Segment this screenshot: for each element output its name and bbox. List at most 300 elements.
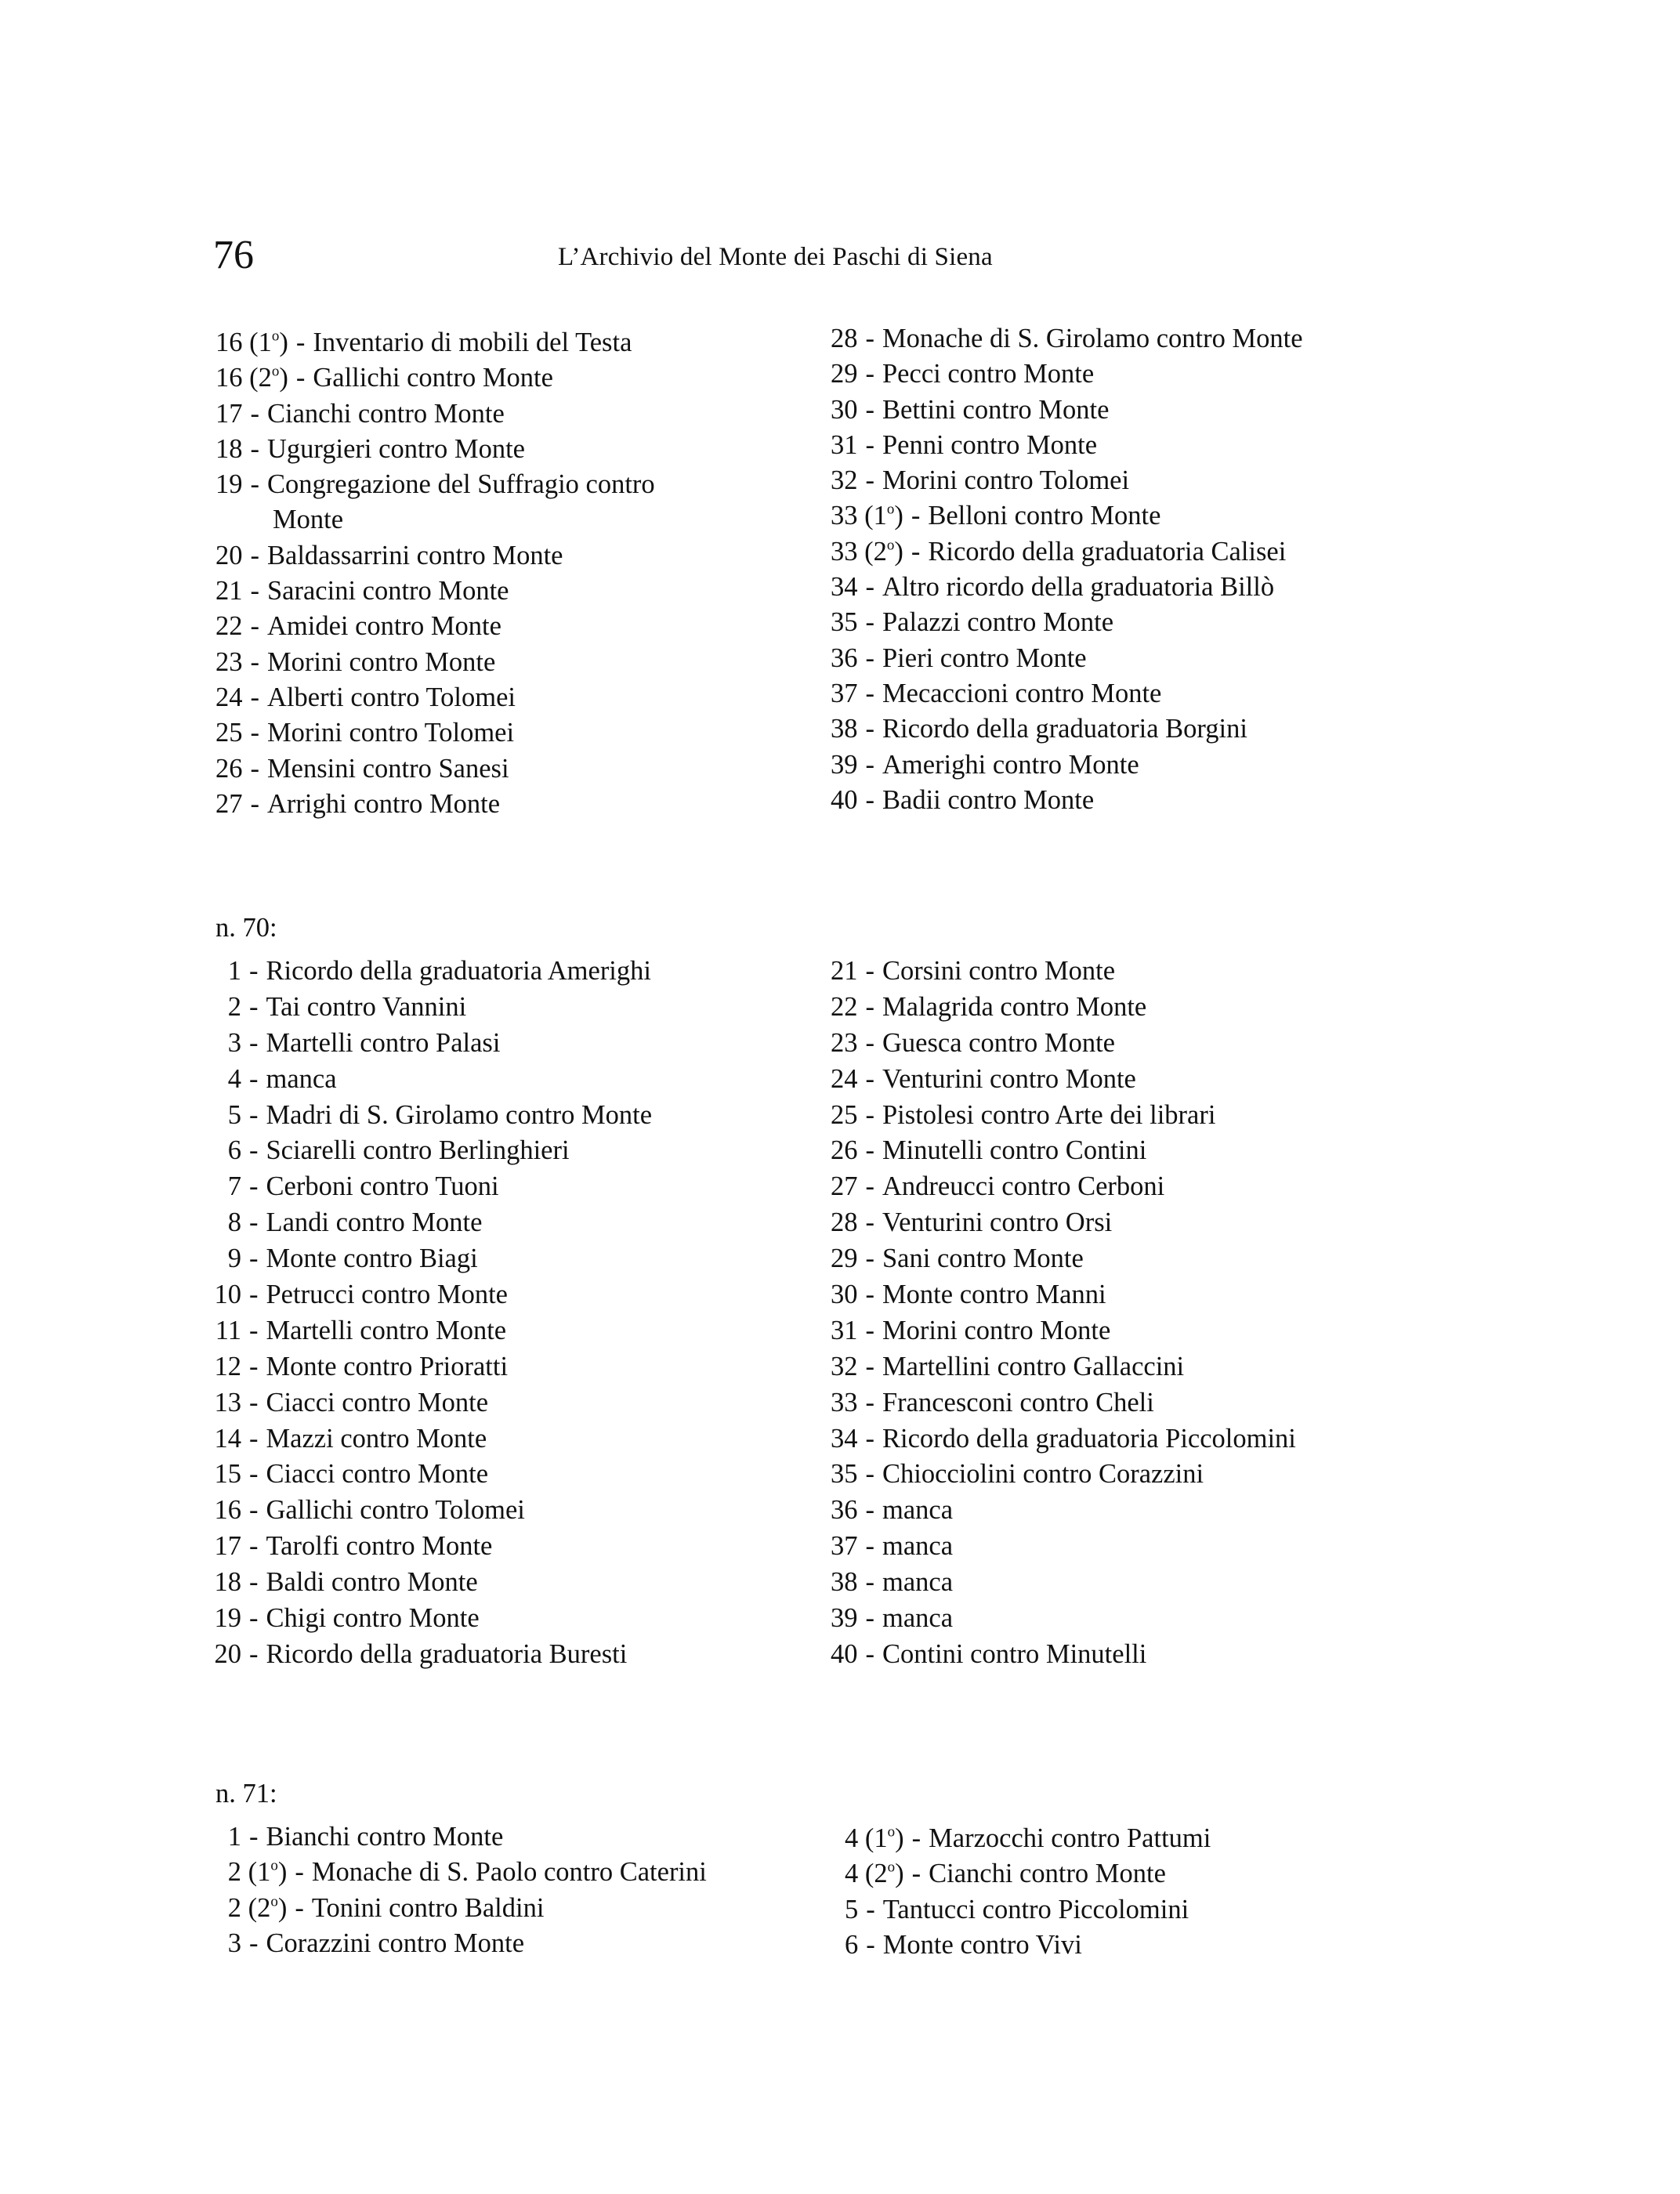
ordinal-value: 2: [873, 536, 887, 567]
list-item: [210, 1169, 652, 1205]
item-text: Amerighi contro Monte: [882, 749, 1139, 780]
item-text: Ugurgieri contro Monte: [267, 433, 525, 464]
item-separator: -: [865, 956, 874, 986]
list-item: [831, 1349, 1296, 1385]
item-text: Andreucci contro Cerboni: [882, 1171, 1165, 1202]
item-ordinal: (1$^o$): [858, 1823, 904, 1853]
item-text: Monache di S. Paolo contro Caterini: [311, 1857, 707, 1888]
list-item: [215, 715, 655, 751]
item-separator: -: [295, 1892, 304, 1923]
item-separator: -: [911, 1859, 921, 1889]
item-number: 35: [831, 607, 858, 638]
item-number: 1: [227, 956, 241, 986]
item-number: 32: [831, 1351, 858, 1381]
item-text: Ricordo della graduatoria Amerighi: [266, 956, 651, 986]
item-number: 23: [831, 1027, 858, 1058]
list-item: [831, 1493, 1296, 1529]
list-item: [210, 1601, 652, 1637]
item-number: 35: [831, 1459, 858, 1490]
item-number: 38: [831, 1567, 858, 1598]
item-text: Morini contro Monte: [882, 1315, 1111, 1345]
item-text: Morini contro Monte: [267, 646, 496, 677]
item-separator: -: [249, 1822, 259, 1852]
item-separator: -: [249, 1459, 259, 1490]
list-item: [831, 1601, 1296, 1637]
ordinal-value: 2: [258, 363, 272, 393]
item-separator: -: [250, 433, 259, 464]
item-separator: -: [865, 1423, 874, 1454]
ordinal-value: 2: [257, 1892, 271, 1923]
item-number: 37: [831, 678, 858, 708]
item-separator: -: [911, 536, 921, 567]
item-text: Saracini contro Monte: [267, 576, 509, 606]
item-separator: -: [865, 749, 874, 780]
item-separator: -: [249, 1638, 259, 1669]
item-number: 40: [831, 784, 858, 815]
item-number: 27: [831, 1171, 858, 1202]
item-number: 33: [831, 536, 858, 567]
item-separator: -: [250, 611, 259, 642]
item-text: Mecaccioni contro Monte: [882, 678, 1162, 708]
list-item: [831, 1529, 1296, 1565]
item-text: Madri di S. Girolamo contro Monte: [266, 1099, 653, 1130]
item-text: Morini contro Tolomei: [267, 718, 515, 748]
list-item: [210, 1493, 652, 1529]
item-number: 31: [831, 1315, 858, 1345]
item-separator: -: [865, 1387, 874, 1417]
list-item: [210, 954, 652, 990]
list-item: [215, 467, 655, 502]
list-item: [210, 1062, 652, 1098]
item-number: 28: [831, 1207, 858, 1238]
list-item: [210, 1277, 652, 1313]
item-text: Gallichi contro Tolomei: [266, 1495, 525, 1526]
list-item: [831, 1385, 1296, 1421]
item-number: 31: [831, 429, 858, 460]
list-item: [831, 393, 1303, 428]
item-separator: -: [865, 1315, 874, 1345]
item-number: 10: [214, 1280, 241, 1310]
list-item: [210, 1819, 707, 1855]
list-item: [831, 1457, 1296, 1493]
item-number: 37: [831, 1531, 858, 1562]
item-number: 7: [227, 1171, 241, 1202]
item-text: manca: [882, 1567, 954, 1598]
ordinal-value: 1: [873, 501, 887, 531]
item-text: Pecci contro Monte: [882, 359, 1095, 389]
item-text: Landi contro Monte: [266, 1207, 483, 1238]
item-separator: -: [249, 1387, 259, 1417]
item-number: 28: [831, 324, 858, 353]
item-number: 12: [214, 1351, 241, 1381]
item-number: 39: [831, 749, 858, 780]
item-separator: -: [249, 1351, 259, 1381]
item-separator: -: [250, 718, 259, 748]
item-number: 36: [831, 643, 858, 673]
list-item: [215, 574, 655, 609]
item-separator: -: [249, 1135, 259, 1166]
item-text: Tonini contro Baldini: [311, 1892, 545, 1923]
item-number: 13: [214, 1387, 241, 1417]
item-separator: -: [249, 1423, 259, 1454]
item-text: Monte contro Biagi: [266, 1244, 478, 1274]
item-separator: -: [250, 398, 259, 429]
item-text: Monache di S. Girolamo contro Monte: [882, 324, 1303, 353]
item-text: Baldassarrini contro Monte: [267, 540, 563, 570]
list-item: [210, 990, 652, 1026]
item-number: 21: [215, 576, 243, 606]
item-separator: -: [249, 1531, 259, 1562]
item-number: 24: [831, 1063, 858, 1094]
list-item: [215, 396, 655, 432]
item-text: Monte contro Prioratti: [266, 1351, 509, 1381]
list-item: [831, 783, 1303, 818]
item-separator: -: [249, 1280, 259, 1310]
item-number: 20: [215, 540, 243, 570]
item-text: Inventario di mobili del Testa: [313, 328, 632, 357]
item-separator: -: [249, 1603, 259, 1634]
list-item: [831, 463, 1303, 498]
item-number: 22: [831, 991, 858, 1022]
item-separator: -: [249, 1099, 259, 1130]
item-separator: -: [865, 991, 874, 1022]
item-number: 32: [831, 465, 858, 496]
item-text: Mazzi contro Monte: [266, 1423, 487, 1454]
ordinal-value: 1: [257, 1857, 271, 1888]
list-item: [215, 360, 655, 396]
item-text: Amidei contro Monte: [267, 611, 501, 642]
item-number: 3: [227, 1027, 241, 1058]
item-separator: -: [865, 1531, 874, 1562]
item-number: 3: [227, 1928, 241, 1958]
item-separator: -: [911, 501, 921, 531]
item-number: 40: [831, 1638, 858, 1669]
n70-right-column: [831, 954, 1296, 1673]
item-text: Guesca contro Monte: [882, 1027, 1115, 1058]
item-number: 25: [215, 718, 243, 748]
list-item: [845, 1928, 1211, 1963]
item-number: 6: [227, 1135, 241, 1166]
item-number: 29: [831, 1244, 858, 1274]
item-text: Ricordo della graduatoria Calisei: [928, 536, 1287, 567]
item-separator: -: [249, 991, 259, 1022]
item-number: 15: [214, 1459, 241, 1490]
item-text: Cianchi contro Monte: [929, 1859, 1166, 1889]
item-number: 38: [831, 714, 858, 744]
item-number: 5: [227, 1099, 241, 1130]
item-number: 36: [831, 1495, 858, 1526]
list-item: [831, 1169, 1296, 1205]
item-text: Martelli contro Palasi: [266, 1027, 501, 1058]
list-item: [831, 1241, 1296, 1277]
item-number: 33: [831, 501, 858, 531]
item-separator: -: [865, 572, 874, 603]
list-item: [210, 1529, 652, 1565]
list-item: [831, 1421, 1296, 1457]
item-separator: -: [250, 576, 259, 606]
item-number: 18: [215, 433, 243, 464]
item-separator: -: [295, 363, 306, 393]
item-separator: -: [249, 1244, 259, 1274]
list-item: [831, 1313, 1296, 1349]
n70-left-column: [210, 954, 652, 1673]
item-number: 6: [845, 1929, 859, 1960]
item-separator: -: [865, 1099, 874, 1130]
list-item: [210, 1349, 652, 1385]
item-separator: -: [865, 1280, 874, 1310]
list-item: [831, 428, 1303, 463]
item-separator: -: [865, 359, 874, 389]
item-text: Marzocchi contro Pattumi: [929, 1823, 1211, 1853]
item-text: Ricordo della graduatoria Piccolomini: [882, 1423, 1296, 1454]
item-separator: -: [865, 1638, 874, 1669]
list-item: [215, 680, 655, 715]
list-item: [210, 1421, 652, 1457]
list-item: [831, 990, 1296, 1026]
item-separator: -: [865, 394, 874, 425]
item-ordinal: (2$^o$): [857, 536, 903, 567]
item-separator: -: [865, 1351, 874, 1381]
list-item: [831, 748, 1303, 783]
item-number: 16: [215, 363, 243, 393]
item-text: Monte contro Vivi: [882, 1929, 1082, 1960]
item-number: 29: [831, 359, 858, 389]
item-number: 33: [831, 1387, 858, 1417]
list-item: [831, 1098, 1296, 1134]
item-separator: -: [865, 607, 874, 638]
item-text: Minutelli contro Contini: [882, 1135, 1147, 1166]
list-item: [831, 1026, 1296, 1062]
item-number: 34: [831, 1423, 858, 1454]
prev-section-right-column: [831, 321, 1303, 818]
list-item: [831, 498, 1303, 534]
item-number: 14: [214, 1423, 241, 1454]
prev-section-left-column: [215, 325, 655, 822]
ordinal-value: 1: [874, 1823, 888, 1853]
item-text: Francesconi contro Cheli: [882, 1387, 1154, 1417]
list-item: [210, 1241, 652, 1277]
item-separator: -: [865, 1171, 874, 1202]
item-text: Monte contro Manni: [882, 1280, 1106, 1310]
item-number: 26: [831, 1135, 858, 1166]
item-separator: -: [865, 1063, 874, 1094]
list-item: [831, 1062, 1296, 1098]
item-separator: -: [865, 714, 874, 744]
item-text: Cianchi contro Monte: [267, 398, 505, 429]
item-text: Belloni contro Monte: [928, 501, 1161, 531]
item-text: Ricordo della graduatoria Buresti: [266, 1638, 628, 1669]
item-text: Ciacci contro Monte: [266, 1387, 489, 1417]
list-item: [210, 1098, 652, 1134]
item-number: 2: [227, 1892, 241, 1923]
item-number: 2: [227, 1857, 241, 1888]
section-label-n71: n. 71:: [215, 1779, 277, 1808]
item-separator: -: [249, 956, 259, 986]
item-text: manca: [882, 1603, 954, 1634]
list-item: [215, 645, 655, 680]
item-separator: -: [250, 469, 259, 500]
item-number: 5: [845, 1894, 859, 1924]
list-item: [215, 432, 655, 467]
item-number: 30: [831, 1280, 858, 1310]
list-item: [210, 1205, 652, 1241]
item-number: 17: [214, 1531, 241, 1562]
item-text: Mensini contro Sanesi: [267, 753, 509, 784]
list-item: [831, 357, 1303, 392]
list-item: [210, 1891, 707, 1926]
list-item: [831, 570, 1303, 605]
item-text: Sciarelli contro Berlinghieri: [266, 1135, 570, 1166]
item-separator: -: [865, 1207, 874, 1238]
item-text: manca: [882, 1495, 954, 1526]
ordinal-value: 1: [258, 328, 272, 357]
n71-right-column: [845, 1821, 1211, 1963]
item-separator: -: [865, 1567, 874, 1598]
item-separator: -: [249, 1063, 259, 1094]
page-number: 76: [213, 233, 254, 277]
item-number: 16: [214, 1495, 241, 1526]
item-number: 20: [214, 1638, 241, 1669]
item-text: Martelli contro Monte: [266, 1315, 507, 1345]
item-text: Venturini contro Orsi: [882, 1207, 1113, 1238]
item-number: 30: [831, 394, 858, 425]
list-item: [210, 1926, 707, 1961]
item-number: 25: [831, 1099, 858, 1130]
item-number: 27: [215, 788, 243, 819]
n71-left-column: [210, 1819, 707, 1961]
item-text: Ciacci contro Monte: [266, 1459, 489, 1490]
item-number: 2: [227, 991, 241, 1022]
item-text: Gallichi contro Monte: [313, 363, 553, 393]
item-text: Alberti contro Tolomei: [267, 682, 516, 712]
item-separator: -: [295, 1857, 304, 1888]
item-text: Sani contro Monte: [882, 1244, 1084, 1274]
list-item: [215, 609, 655, 644]
item-ordinal: (1$^o$): [857, 501, 903, 531]
item-separator: -: [865, 1135, 874, 1166]
list-item: [831, 954, 1296, 990]
list-item: [215, 787, 655, 822]
item-separator: -: [249, 1207, 259, 1238]
item-number: 39: [831, 1603, 858, 1634]
item-number: 19: [214, 1603, 241, 1634]
item-text: Corazzini contro Monte: [266, 1928, 525, 1958]
item-text: Venturini contro Monte: [882, 1063, 1136, 1094]
item-number: 4: [845, 1823, 859, 1853]
list-item: [831, 1133, 1296, 1169]
item-number: 34: [831, 572, 858, 603]
item-separator: -: [250, 646, 259, 677]
item-separator: -: [865, 1603, 874, 1634]
item-text: Morini contro Tolomei: [882, 465, 1130, 496]
item-continuation: Monte: [273, 505, 344, 535]
item-text: Martellini contro Gallaccini: [882, 1351, 1185, 1381]
list-item: [831, 1637, 1296, 1673]
list-item: [215, 751, 655, 787]
item-separator: -: [866, 1929, 875, 1960]
item-number: 22: [215, 611, 243, 642]
item-text: Baldi contro Monte: [266, 1567, 478, 1598]
item-separator: -: [866, 1894, 875, 1924]
item-text: Arrighi contro Monte: [267, 788, 501, 819]
item-text: Malagrida contro Monte: [882, 991, 1147, 1022]
item-separator: -: [249, 1171, 259, 1202]
item-text: Corsini contro Monte: [882, 956, 1116, 986]
item-separator: -: [865, 1495, 874, 1526]
item-text: manca: [266, 1063, 337, 1094]
item-separator: -: [250, 540, 259, 570]
list-item: [210, 1565, 652, 1601]
item-number: 17: [215, 398, 243, 429]
item-number: 4: [227, 1063, 241, 1094]
item-separator: -: [250, 682, 259, 712]
list-item: [845, 1892, 1211, 1928]
item-separator: -: [249, 1027, 259, 1058]
item-text: Bianchi contro Monte: [266, 1822, 504, 1852]
item-separator: -: [295, 328, 306, 357]
item-number: 16: [215, 328, 243, 357]
item-text: Ricordo della graduatoria Borgini: [882, 714, 1247, 744]
list-item: [215, 538, 655, 574]
list-item: [831, 1205, 1296, 1241]
item-separator: -: [250, 788, 259, 819]
list-item: [210, 1385, 652, 1421]
item-number: 19: [215, 469, 243, 500]
item-text: Pieri contro Monte: [882, 643, 1087, 673]
item-separator: -: [865, 324, 874, 353]
item-text: Congregazione del Suffragio contro: [267, 469, 655, 500]
item-number: 18: [214, 1567, 241, 1598]
item-separator: -: [865, 1244, 874, 1274]
item-text: Pistolesi contro Arte dei librari: [882, 1099, 1216, 1130]
list-item: [831, 676, 1303, 711]
item-number: 24: [215, 682, 243, 712]
list-item: [831, 711, 1303, 747]
list-item: [845, 1821, 1211, 1856]
item-separator: -: [249, 1928, 259, 1958]
list-item: [210, 1026, 652, 1062]
item-separator: -: [249, 1495, 259, 1526]
list-item: [845, 1856, 1211, 1892]
item-text: Contini contro Minutelli: [882, 1638, 1147, 1669]
item-separator: -: [865, 1027, 874, 1058]
item-number: 26: [215, 753, 243, 784]
item-text: Badii contro Monte: [882, 784, 1095, 815]
item-text: Penni contro Monte: [882, 429, 1098, 460]
ordinal-value: 2: [874, 1859, 888, 1889]
list-item: [210, 1637, 652, 1673]
list-item: [831, 321, 1303, 357]
item-number: 8: [227, 1207, 241, 1238]
list-item: [210, 1855, 707, 1890]
item-separator: -: [865, 643, 874, 673]
item-number: 23: [215, 646, 243, 677]
list-item: [210, 1133, 652, 1169]
list-item: [831, 605, 1303, 640]
item-text: Tantucci contro Piccolomini: [882, 1894, 1189, 1924]
item-text: Cerboni contro Tuoni: [266, 1171, 499, 1202]
list-item: [831, 534, 1303, 570]
item-separator: -: [249, 1567, 259, 1598]
list-item: [831, 1277, 1296, 1313]
list-item: [831, 641, 1303, 676]
item-ordinal: (1$^o$): [242, 328, 288, 357]
item-number: 11: [215, 1315, 241, 1345]
list-item: [831, 1565, 1296, 1601]
item-ordinal: (2$^o$): [242, 363, 288, 393]
item-text: Chigi contro Monte: [266, 1603, 480, 1634]
list-item: [210, 1313, 652, 1349]
